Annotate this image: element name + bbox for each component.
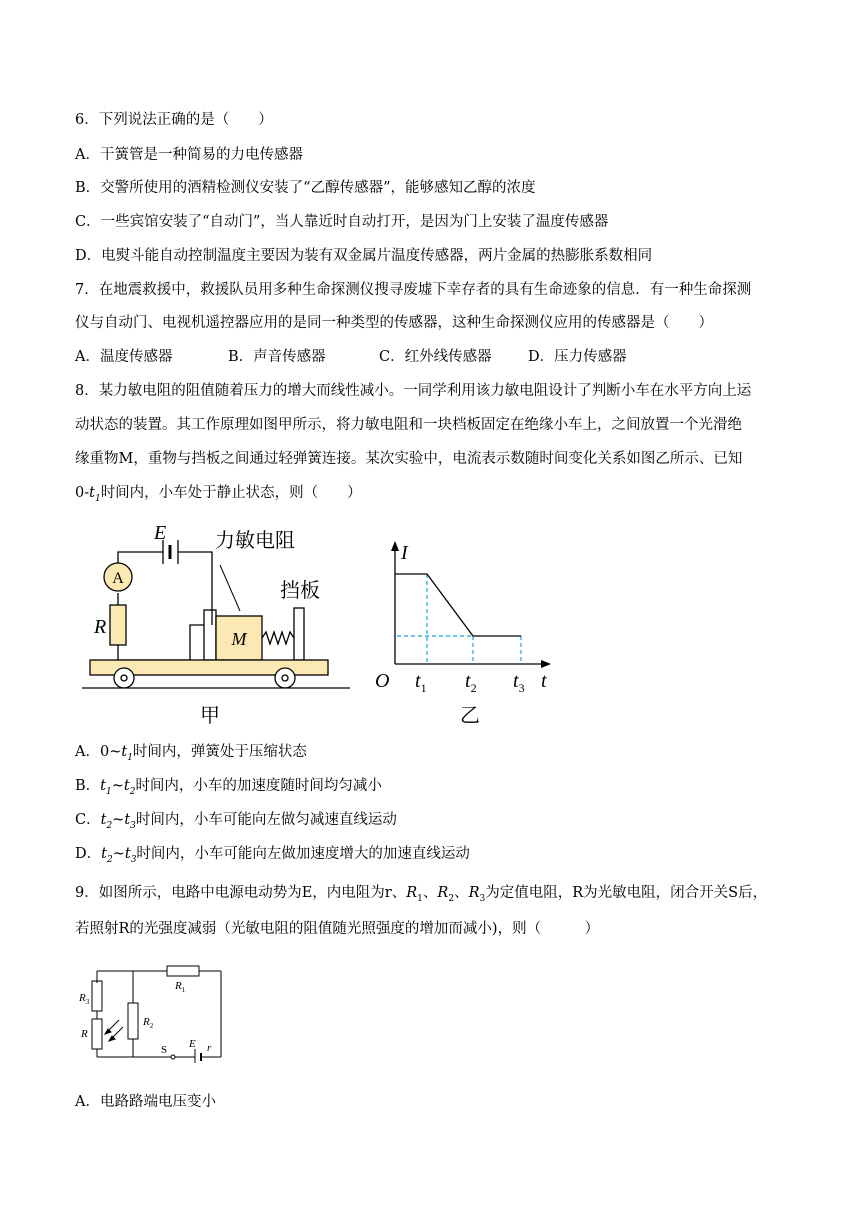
q9-switch-label: S xyxy=(161,1044,168,1056)
mass-label: M xyxy=(231,629,247,649)
q9-r2-label: $R_2$ xyxy=(143,1016,154,1030)
q6-option-d: D．电熨斗能自动控制温度主要因为装有双金属片温度传感器，两片金属的热膨胀系数相同 xyxy=(75,248,653,264)
q8-stem-line3: 缘重物M，重物与挡板之间通过轻弹簧连接。某次实验中，电流表示数随时间变化关系如图乙所示、已知 xyxy=(75,451,743,467)
q9-r3-label: $R_3$ xyxy=(79,992,90,1006)
t2-label: $t_2$ xyxy=(465,670,477,695)
q8-stem-line1: 8．某力敏电阻的阻值随着压力的增大而线性减小。一同学利用该力敏电阻设计了判断小车在水平方向上运 xyxy=(75,383,752,399)
q8-option-d: D．$t_2\sim t_3$时间内，小车可能向左做加速度增大的加速直线运动 xyxy=(75,846,470,865)
q7-option-b: B．声音传感器 xyxy=(228,349,326,365)
sensor-label: 力敏电阻 xyxy=(215,528,295,552)
q6-stem: 6．下列说法正确的是（ ） xyxy=(75,112,273,128)
q9-emf-label: E xyxy=(189,1038,196,1050)
axis-i-label: I xyxy=(401,542,408,564)
caption-jia: 甲 xyxy=(200,703,220,727)
emf-label: E xyxy=(154,522,167,544)
q8-stem-line2: 动状态的装置。其工作原理如图甲所示，将力敏电阻和一块档板固定在绝缘小车上，之间放置一个光滑绝 xyxy=(75,417,742,433)
q7-stem-line2: 仪与自动门、电视机遥控器应用的是同一种类型的传感器，这种生命探测仪应用的传感器是（ ） xyxy=(75,315,713,331)
caption-yi: 乙 xyxy=(460,703,480,727)
q9-option-a: A．电路路端电压变小 xyxy=(75,1094,216,1110)
q8-stem-line4: $0-t_1$时间内，小车处于静止状态，则（ ） xyxy=(75,485,362,504)
ammeter-label: A xyxy=(112,570,124,587)
board-label: 挡板 xyxy=(280,578,320,602)
q8-option-c: C．$t_2\sim t_3$时间内，小车可能向左做匀减速直线运动 xyxy=(75,812,397,831)
q6-option-b: B．交警所使用的酒精检测仪安装了“乙醇传感器”，能够感知乙醇的浓度 xyxy=(75,180,536,196)
q8-option-a: A．$0\sim t_1$时间内，弹簧处于压缩状态 xyxy=(75,744,307,763)
q7-option-d: D．压力传感器 xyxy=(528,349,627,365)
q9-r1-label: $R_1$ xyxy=(175,980,186,994)
q7-stem-line1: 7．在地震救援中，救援队员用多种生命探测仪搜寻废墟下幸存者的具有生命迹象的信息．有一种生命探测 xyxy=(75,282,752,298)
q6-option-a: A．干簧管是一种简易的力电传感器 xyxy=(75,147,303,163)
q9-stem-line1: 9．如图所示，电路中电源电动势为E，内电阻为r、$R_1$、$R_2$、$R_3$为定值电阻，R为光敏电阻，闭合开关S后， xyxy=(75,885,768,904)
figure-jia-car-circuit xyxy=(80,515,380,730)
q9-stem-line2: 若照射R的光强度减弱（光敏电阻的阻值随光照强度的增加而减小)，则（ ） xyxy=(75,921,600,937)
figure-q9-circuit xyxy=(75,963,235,1063)
q9-r-label: R xyxy=(81,1028,88,1040)
q9-internal-r-label: r xyxy=(207,1042,212,1054)
axis-t-label: t xyxy=(541,670,547,692)
q6-option-c: C．一些宾馆安装了“自动门”，当人靠近时自动打开，是因为门上安装了温度传感器 xyxy=(75,214,609,230)
figure-yi-current-graph xyxy=(365,515,565,730)
q7-option-c: C．红外线传感器 xyxy=(379,349,492,365)
origin-label: O xyxy=(375,670,390,692)
t3-label: $t_3$ xyxy=(513,670,525,695)
resistor-label: R xyxy=(94,616,107,638)
q7-option-a: A．温度传感器 xyxy=(75,349,173,365)
q8-option-b: B．$t_1\sim t_2$时间内，小车的加速度随时间均匀减小 xyxy=(75,778,382,797)
t1-label: $t_1$ xyxy=(415,670,427,695)
